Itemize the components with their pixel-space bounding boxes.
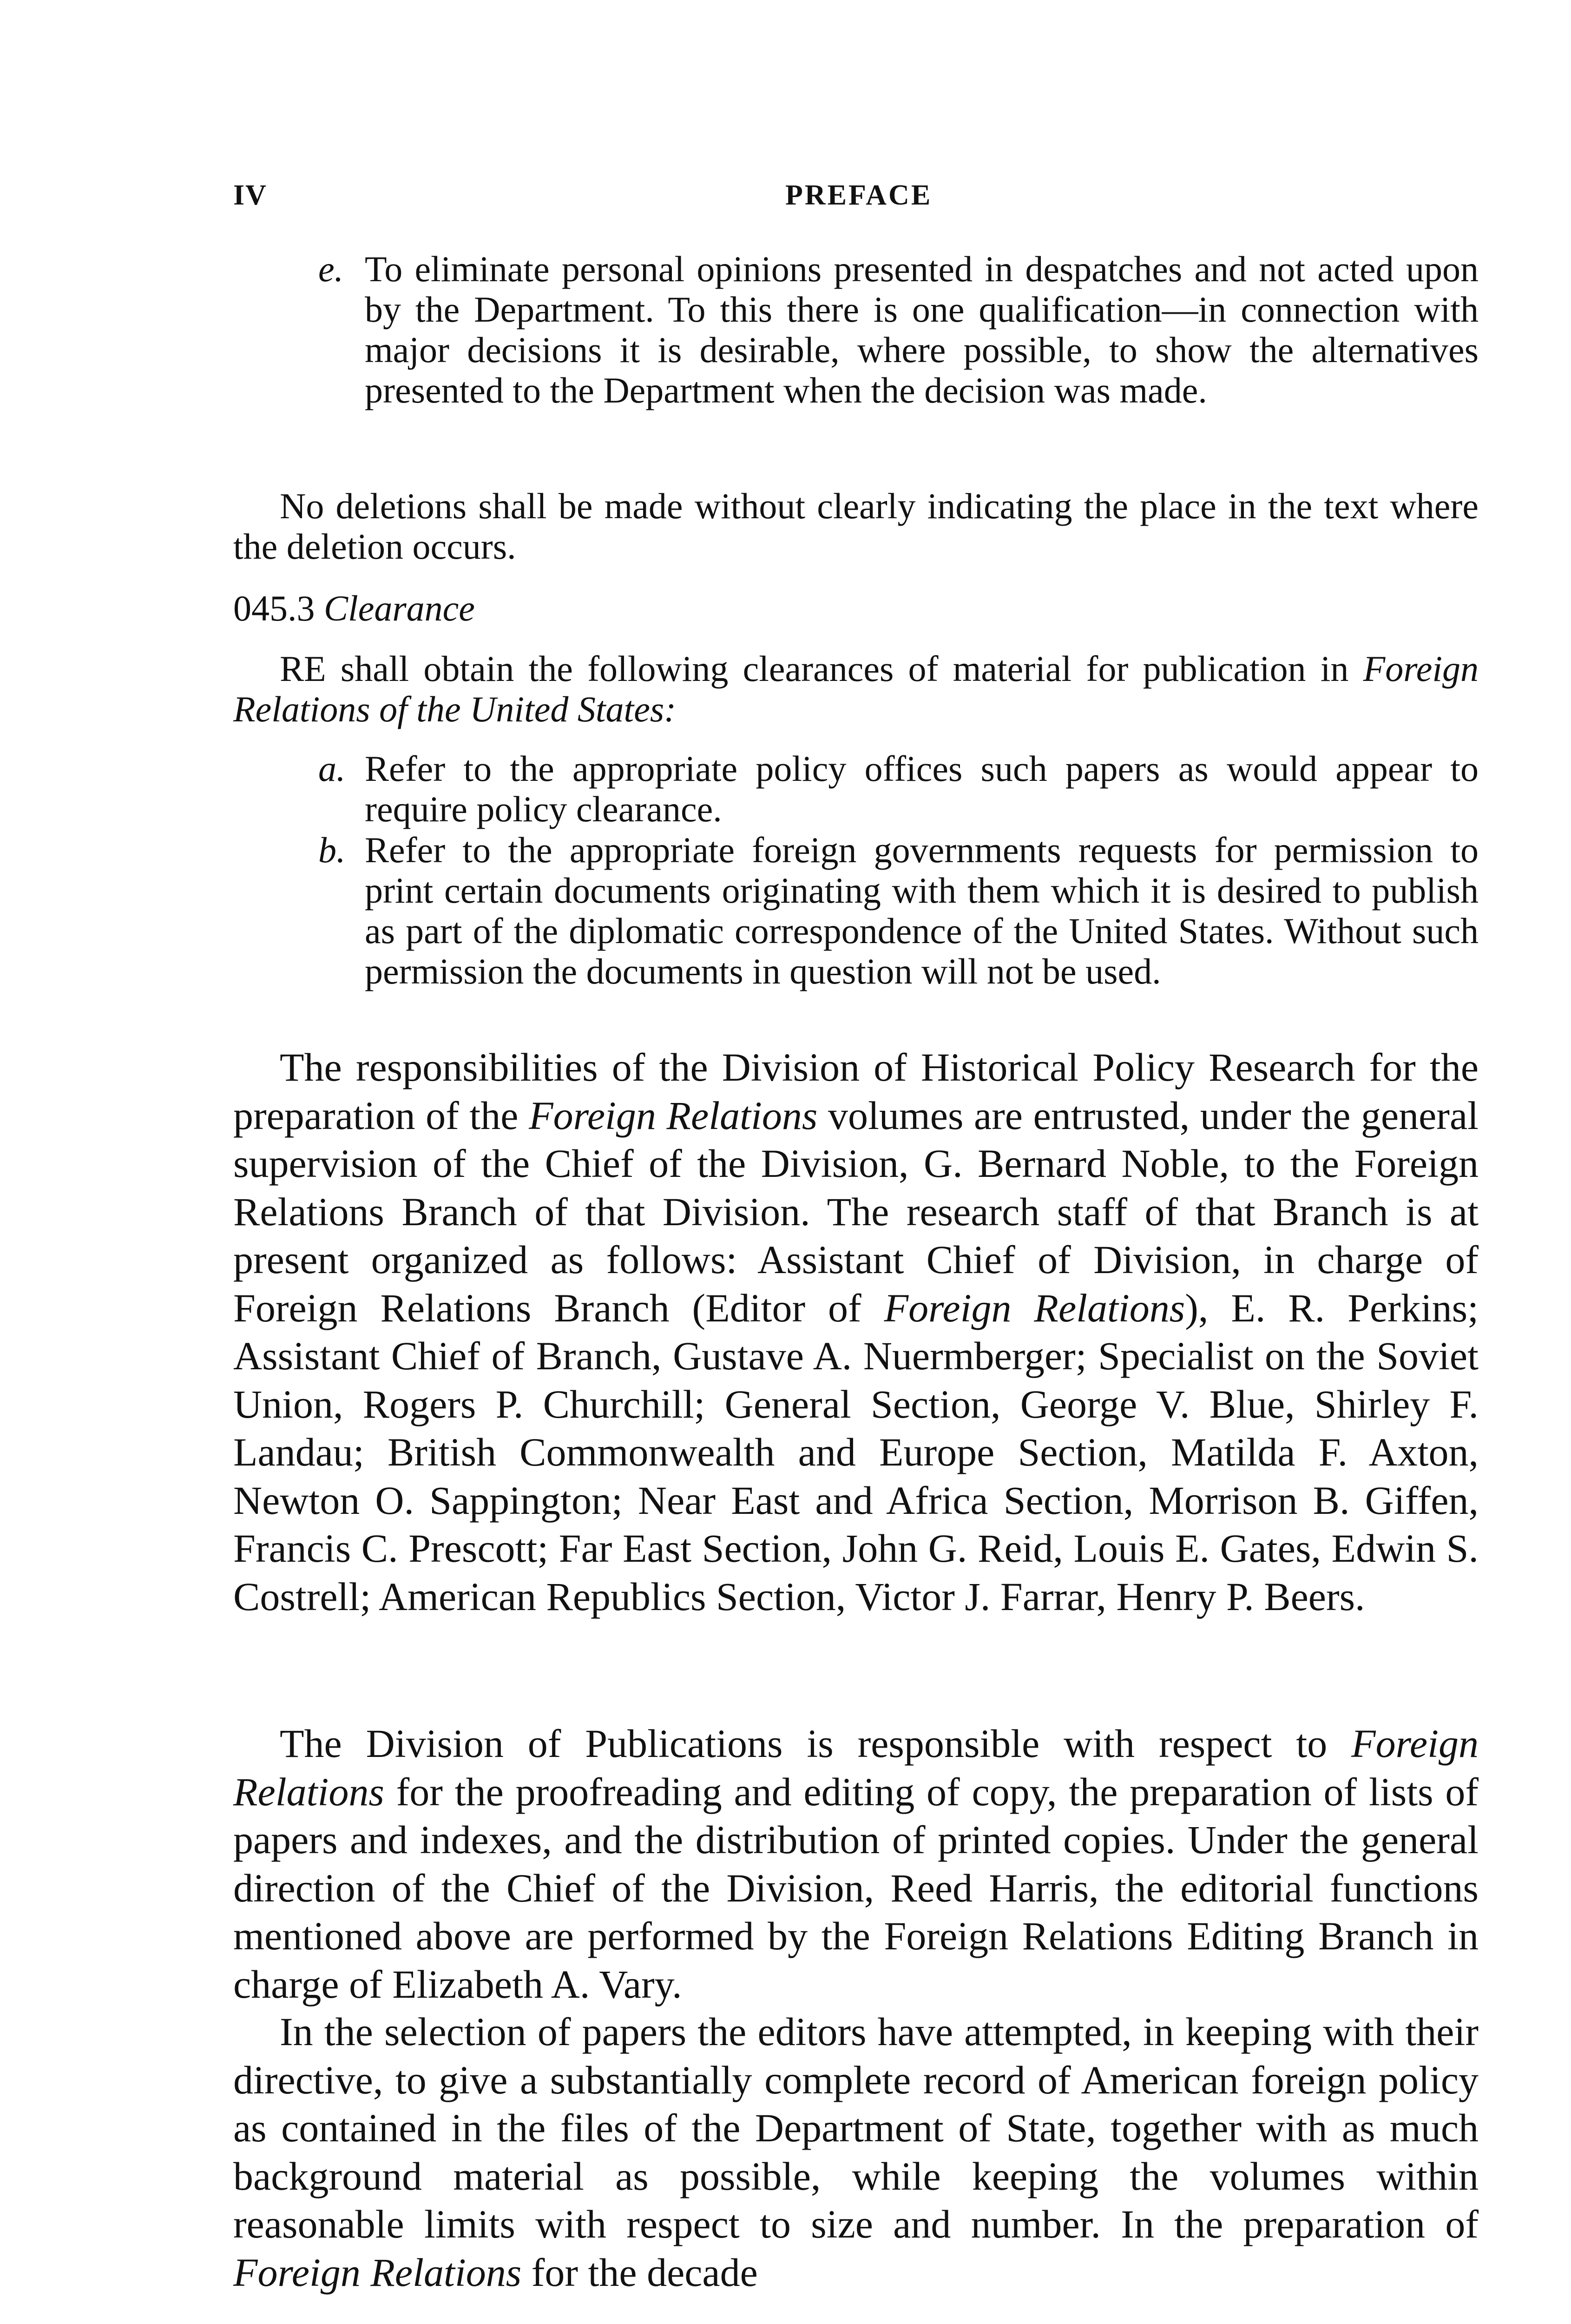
- list-marker: a.: [318, 748, 346, 789]
- publications-paragraph: [233, 1720, 1479, 2008]
- publication-title: Foreign Relations of the United States:: [233, 648, 1479, 729]
- paragraph-text: The responsibilities of the Division of Historical Policy Research for the preparation of the: [233, 1045, 1479, 1138]
- list-item-text: Refer to the appropriate foreign governments requests for permission to print certain documents originating with them which it is desired to publish as part of the diplomatic correspondence of the United States. Without such permission the documents in question will not be used.: [365, 830, 1479, 991]
- clearance-intro-paragraph: [233, 648, 1479, 729]
- list-item-text: To eliminate personal opinions presented in despatches and not acted upon by the Department. To this there is one qualification—in connection with major decisions it is desirable, where possible, to show the alternatives presented to the Department when the decision was made.: [365, 249, 1479, 410]
- selection-paragraph: [233, 2008, 1479, 2297]
- responsibilities-paragraph: [233, 1043, 1479, 1621]
- running-head: PREFACE: [785, 179, 933, 211]
- section-heading: [233, 588, 475, 628]
- list-marker: b.: [318, 830, 346, 870]
- page-number: IV: [233, 179, 267, 211]
- paragraph-text: In the selection of papers the editors have attempted, in keeping with their directive, to give a substantially complete record of American foreign policy as contained in the files of the Department of State, together with as much background material as possible, while keeping the volumes within reasonable limits with respect to size and number. In the preparation of: [233, 2009, 1479, 2246]
- list-item-e: [318, 249, 1479, 410]
- deletions-paragraph: No deletions shall be made without clearly indicating the place in the text where the deletion occurs.: [233, 486, 1479, 567]
- paragraph-text: for the decade: [521, 2250, 758, 2295]
- list-marker: e.: [318, 249, 344, 289]
- paragraph-text: volumes are entrusted, under the general supervision of the Chief of the Division, G. Bernard Noble, to the Foreign Relations Branch of that Division. The research staff of that Branch is at present organized as follows: Assistant Chief of Division, in charge of Foreign Relations Branch (Editor of: [233, 1093, 1479, 1330]
- publication-title: Foreign Relations: [529, 1093, 818, 1138]
- clearance-intro-text: RE shall obtain the following clearances of material for publication in: [280, 648, 1363, 689]
- publication-title: Foreign Relations: [884, 1285, 1185, 1330]
- list-item-b: [318, 830, 1479, 991]
- publication-title: Foreign Relations: [233, 2250, 522, 2295]
- publication-title: Foreign Relations: [233, 1721, 1479, 1814]
- paragraph-text: for the proofreading and editing of copy, the preparation of lists of papers and indexes, and the distribution of printed copies. Under the general direction of the Chief of the Division, Reed Harris, the editorial functions mentioned above are performed by the Foreign Relations Editing Branch in charge of Elizabeth A. Vary.: [233, 1769, 1479, 2007]
- section-number: 045.3: [233, 588, 315, 628]
- list-item-text: Refer to the appropriate policy offices such papers as would appear to require policy clearance.: [365, 748, 1479, 829]
- list-item-a: [318, 748, 1479, 829]
- paragraph-text: The Division of Publications is responsible with respect to: [280, 1721, 1352, 1766]
- section-title: Clearance: [324, 588, 475, 628]
- paragraph-text: ), E. R. Perkins; Assistant Chief of Branch, Gustave A. Nuermberger; Specialist on the Soviet Union, Rogers P. Churchill; General Section, George V. Blue, Shirley F. Landau; British Commonwealth and Europe Section, Matilda F. Axton, Newton O. Sappington; Near East and Africa Section, Morrison B. Giffen, Francis C. Prescott; Far East Section, John G. Reid, Louis E. Gates, Edwin S. Costrell; American Republics Section, Victor J. Farrar, Henry P. Beers.: [233, 1285, 1479, 1619]
